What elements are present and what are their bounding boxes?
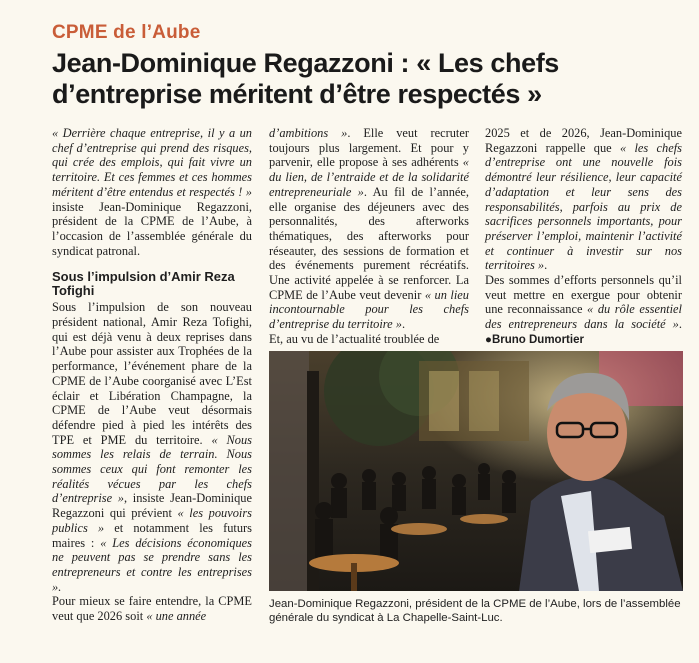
- text: . Au fil de l’année, elle organise des déjeuners avec des personnalités, des afterworks thématiques, des afterworks pour réseauter, des sessions de formation et des événements purement récréatifs. Une activité appelée à se renforcer. La CPME de l’Aube veut devenir: [269, 184, 469, 302]
- text: insiste Jean-Dominique Regazzoni, président de la CPME de l’Aube, à l’occasion de l’assemblée générale du syndicat patronal.: [52, 199, 252, 258]
- quote: « Nous sommes les relais de terrain. Nous sommes ceux qui font remonter les réalités vécues par les chefs d’entreprise »: [52, 432, 252, 506]
- quote: « Les décisions économiques ne peuvent pas se prendre sans les entrepreneurs et contre les entreprises ».: [52, 535, 252, 594]
- paragraph: [52, 594, 252, 623]
- text: Sous l’impulsion de son nouveau président national, Amir Reza Tofighi, qui est déjà venu à deux reprises dans l’Aube pour assister aux Trophées de la performance, l’événement phare de la CPME de l’Aube coorganisé avec L’Est éclair et Libération Champagne, la CPME de l’Aube veut désormais défendre pied à pied les intérêts des TPE et PME du territoire.: [52, 300, 252, 447]
- text: . Elle veut recruter toujours plus largement. Et pour y parvenir, elle propose à ses adhérents: [269, 126, 469, 170]
- paragraph: [269, 126, 469, 332]
- author-signature: ●Bruno Dumortier: [485, 333, 584, 346]
- photo-caption: Jean-Dominique Regazzoni, président de la CPME de l’Aube, lors de l’assemblée générale du syndicat à La Chapelle-Saint-Luc.: [269, 598, 681, 624]
- quote: « du lien, de l’entraide et de la solidarité entrepreneuriale »: [269, 155, 469, 199]
- article-column-3: [485, 126, 682, 348]
- article-headline: Jean-Dominique Regazzoni : « Les chefs d’entreprise méritent d’être respectés »: [52, 48, 559, 109]
- article-column-1: [52, 126, 252, 624]
- quote: « un lieu incontournable pour les chefs d’entreprise du territoire »: [269, 287, 469, 332]
- quote: « Derrière chaque entreprise, il y a un chef d’entreprise qui prend des risques, qui crée des emplois, qui fait vivre un territoire. Et ces femmes et ces hommes méritent d’être entendus et respectés ! »: [52, 126, 252, 199]
- article-photo: [269, 351, 683, 591]
- quote: « les chefs d’entreprise ont une nouvelle fois démontré leur résilience, leur capacité d’adaptation et leur sens des responsabilités, parfois au prix de sacrifices personnels importants, pour préserver l’emploi, maintenir l’activité et continuer à investir sur nos territoires »: [485, 140, 682, 273]
- event-photo-illustration: [269, 351, 683, 591]
- article-column-2: [269, 126, 469, 347]
- quote: « les pouvoirs publics »: [52, 506, 253, 535]
- text: 2025 et de 2026, Jean-Dominique Regazzoni rappelle que: [485, 126, 682, 155]
- quote: « une année: [146, 609, 207, 624]
- text: Des sommes d’efforts personnels qu’il veut mettre en exergue pour obtenir une reconnaissance: [485, 273, 682, 317]
- section-kicker: CPME de l’Aube: [52, 22, 201, 43]
- paragraph: Et, au vu de l’actualité troublée de: [269, 331, 440, 346]
- paragraph: [52, 300, 252, 594]
- text: .: [401, 317, 406, 332]
- text: .: [678, 317, 682, 332]
- text: , insiste Jean-Dominique Regazzoni qui prévient: [52, 491, 252, 521]
- text: Pour mieux se faire entendre, la CPME veut que 2026 soit: [52, 594, 252, 624]
- article-subhead: Sous l’impulsion d’Amir Reza Tofighi: [52, 269, 235, 299]
- text: et notamment les futurs maires :: [52, 520, 252, 550]
- paragraph: [485, 273, 682, 348]
- text: .: [544, 258, 548, 273]
- paragraph: [52, 126, 252, 258]
- quote: d’ambitions »: [269, 126, 348, 140]
- paragraph: [485, 126, 682, 273]
- quote: « du rôle essentiel des entrepreneurs dans la société »: [485, 302, 682, 332]
